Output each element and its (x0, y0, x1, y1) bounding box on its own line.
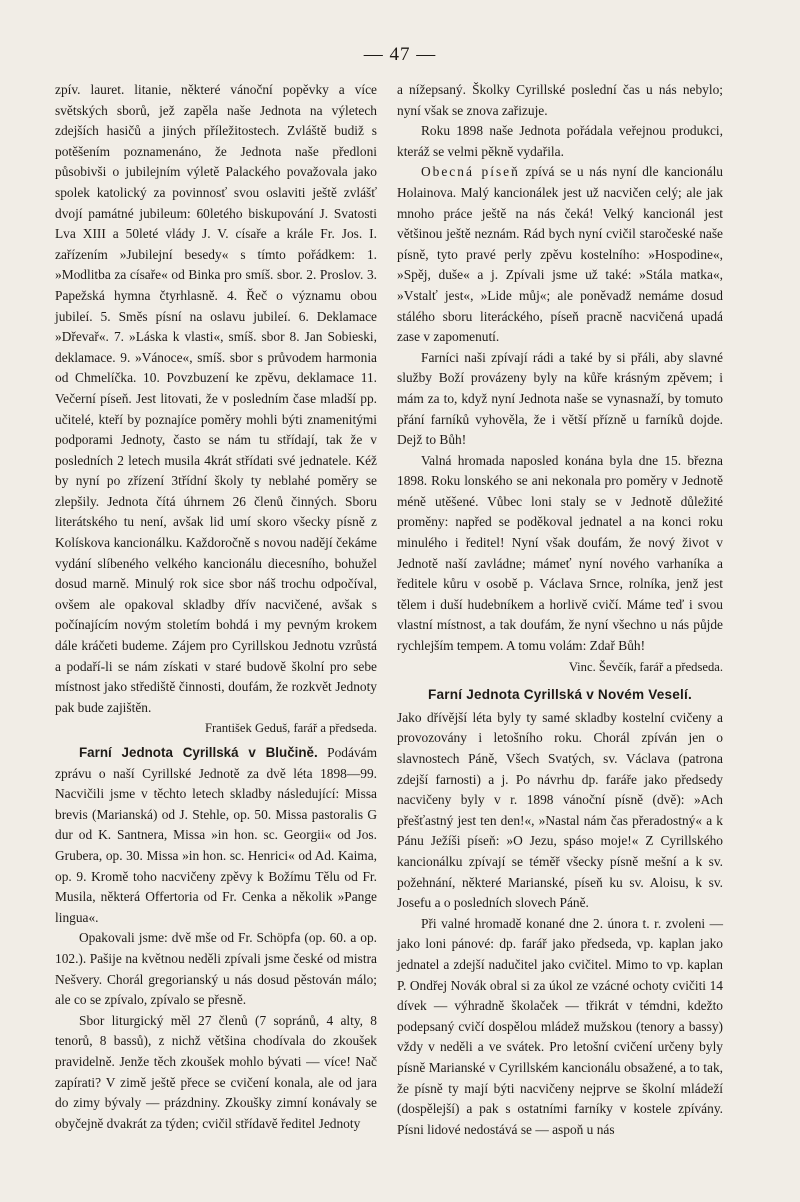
paragraph: Farníci naši zpívají rádi a také by si přáli, aby slavné služby Boží provázeny byly na kůře krásným zpěvem; i mám za to, když nyní Jednota naše se vynasnaží, by tomuto přání farníků vyhověla, že i větší přízně u farníků dojde. Dejž to Bůh! (397, 349, 723, 448)
paragraph: Jako dřívější léta byly ty samé skladby kostelní cvičeny a provozovány i letošního roku. Chorál zpíván jen o slavnostech Páně, Všech Svatých, sv. Václava (patrona zdejší farnosti) a j. Po návrhu dp. faráře jako předsedy nacvičeny byly v r. 1898 vánoční písně (dvě): »Ach přešťastný jest ten den!«, »Nastal nám čas přeradostný« a k Pánu Ježíši píseň: »O Jezu, spáso moje!« Z Cyrillského kancionálku zpívají se téměř všecky písně mešní a k sv. požehnání, některé Marianské, píseň ku sv. Aloisu, k sv. Josefu a o posledních slovech Páně. (397, 709, 723, 911)
paragraph-text: zpívá se u nás nyní dle kancionálu Holainova. Malý kancionálek jest už nacvičen celý; ale jak mnoho práce ještě na nás čeká! Velký kancionál jest většinou ještě neznám. Rád bych nyní cvičil staročeské naše písně, tyto pravé perly zpěvu kostelního: »Hospodine«, »Spěj, duše« a j. Zpívali jsme už také: »Stála matka«, »Vstalť jest«, »Lide můj«; ale poněvadž nemáme dosud stálého sboru literáckého, píseň pracně nacvičená upadá zase v zapomenutí. (397, 164, 723, 345)
signature: František Geduš, farář a předseda. (204, 721, 377, 736)
paragraph: Sbor liturgický měl 27 členů (7 sopránů, 4 alty, 8 tenorů, 8 bassů), z nichž většina chodívala do zkoušek pravidelně. Jenže těch zkoušek mohlo bývati — více! Nač zapírati? V zimě ještě přece se cvičení konala, ale od jara do zimy bývaly — prázdniny. Zkoušky zimní konávaly se obyčejně dvakrát za týden; cvičil střídavě ředitel Jednoty (55, 1012, 377, 1131)
paragraph (55, 743, 377, 928)
paragraph: a nížepsaný. Školky Cyrillské poslední čas u nás nebylo; nyní však se znova zařizuje. (397, 82, 723, 118)
paragraph-text: Podávám zprávu o naší Cyrillské Jednotě za dvě léta 1898—99. Nacvičili jsme v těchto letech skladby následující: Missa brevis (Marianská) od J. Stehle, op. 50. Missa pastoralis G dur od K. Santnera, Missa »in hon. sc. Georgii« od Jos. Grubera, op. 30. Missa »in hon. sc. Henrici« od Ad. Kaima, op. 9. Kromě toho nacvičeny zpěvy k Božímu Tělu od Fr. Musila, některá Offertoria od Fr. Cenka a několik »Pange lingua«. (55, 745, 377, 925)
section-heading: Farní Jednota Cyrillská v Blučině. (79, 745, 318, 760)
paragraph: Opakovali jsme: dvě mše od Fr. Schöpfa (op. 60. a op. 102.). Pašije na květnou neděli zpívali jsme české od mistra Nešvery. Chorál gregorianský u nás dosud pěstován málo; ale co se zpívalo, zpívalo se přesně. (55, 930, 377, 1008)
left-column (55, 80, 377, 1134)
paragraph (397, 162, 723, 347)
spaced-lead: Obecná píseň (421, 164, 520, 180)
right-column (397, 80, 723, 1140)
paragraph: Roku 1898 naše Jednota pořádala veřejnou produkci, kteráž se velmi pěkně vydařila. (397, 123, 723, 159)
signature: Vinc. Ševčík, farář a předseda. (568, 659, 723, 674)
section-heading: Farní Jednota Cyrillská v Novém Veselí. (428, 687, 692, 703)
paragraph: Při valné hromadě konané dne 2. února t. r. zvoleni — jako loni pánové: dp. farář jako předseda, vp. kaplan jako jednatel a zdejší nadučitel jako cvičitel. Mimo to vp. kaplan P. Ondřej Novák obral si za úkol ze vzácné ochoty cvičiti 14 dívek — výhradně školaček — třikrát v témdni, kdežto podepsaný cvičí dospělou mládež mužskou (tenory a bassy) vždy v neděli a ve svátek. Pro letošní cvičení určeny byly písně Marianské v Cyrillském kancionálu obsažené, a to tak, že písně ty mají býti nacvičeny nejprve se školní mládeží (dospělejší) a pak s ostatními farníky v kostele zpívány. Písni lidové nedostává se — aspoň u nás (397, 915, 723, 1137)
paragraph: Valná hromada naposled konána byla dne 15. března 1898. Roku lonského se ani nekonala pro poměry v Jednotě méně utěšené. Vůbec loni staly se v Jednotě důležité proměny: napřed se poděkoval jednatel a na konci roku minulého i ředitel! Nyní však doufám, že nový život v Jednotě naší zavládne; mámeť nyní nového varhaníka a ředitele kůru v osobě p. Václava Srnce, rolníka, jenž jest tělem i duší hudebníkem a horlivě cvičí. Máme teď i svou vlastní místnost, a tak doufám, že nyní všechno u nás půjde rychlejším tempem. A tomu volám: Zdař Bůh! (397, 452, 723, 654)
paragraph: zpív. lauret. litanie, některé vánoční popěvky a více světských sborů, jež zapěla naše Jednota na výletech zdejších hasičů a jiných příležitostech. Zvláště budiž s potěšením poznamenáno, že Jednota naše předloni působivši o jubilejním výletě Palackého považovala jako spolek katolický za povinnosť svou oslaviti ještě zvlášť dvojí památné jubileum: 60letého biskupování J. Svatosti Lva XIII a 50leté vlády J. V. císaře a krále Fr. Jos. I. zařízením »Jubilejní besedy« s tímto pořádkem: 1. »Modlitba za císaře« od Binka pro smíš. sbor. 2. Proslov. 3. Papežská hymna čtyrhlasně. 4. Řeč o významu obou jubileí. 5. Směs písní na oslavu jubileí. 6. Deklamace »Dřevař«. 7. »Láska k vlasti«, smíš. sbor 8. Jan Sobieski, deklamace. 9. »Vánoce«, smíš. sbor s průvodem harmonia od Chmelíčka. 10. Povzbuzení ke zpěvu, deklamace 11. Večerní píseň. Jest litovati, že v posledním čase mladší pp. učitelé, kteří by poznajíce poměry mohli býti znamenitými podporami Jednoty, často se nám tu střídají, tak že v posledních 2 letech musila 4krát střídati své jednatele. Kéž by nyní po zřízení 3třídní školy ty neblahé poměry se zlepšily. Jednota čítá úhrnem 26 členů činných. Sboru literátského tu není, avšak lid umí skoro všecky písně z Kolískova kancionálku. Každoročně s novou nadějí čekáme vydání slíbeného velkého kancionálu diecesního, bohužel dosud marně. Minulý rok sice sbor náš trochu odpočíval, ovšem ale opakoval skladby dřív nacvičené, avšak s počínajícím novým stoletím bohdá i my pevným krokem dále kráčeti budeme. Zájem pro Cyrillskou Jednotu vzrůstá a podaří-li se nám získati v staré budově školní pro sebe místnost jako střediště činnosti, doufám, že rozkvět Jednoty pak bude zajištěn. (55, 82, 377, 715)
page-number: — 47 — (363, 44, 437, 65)
